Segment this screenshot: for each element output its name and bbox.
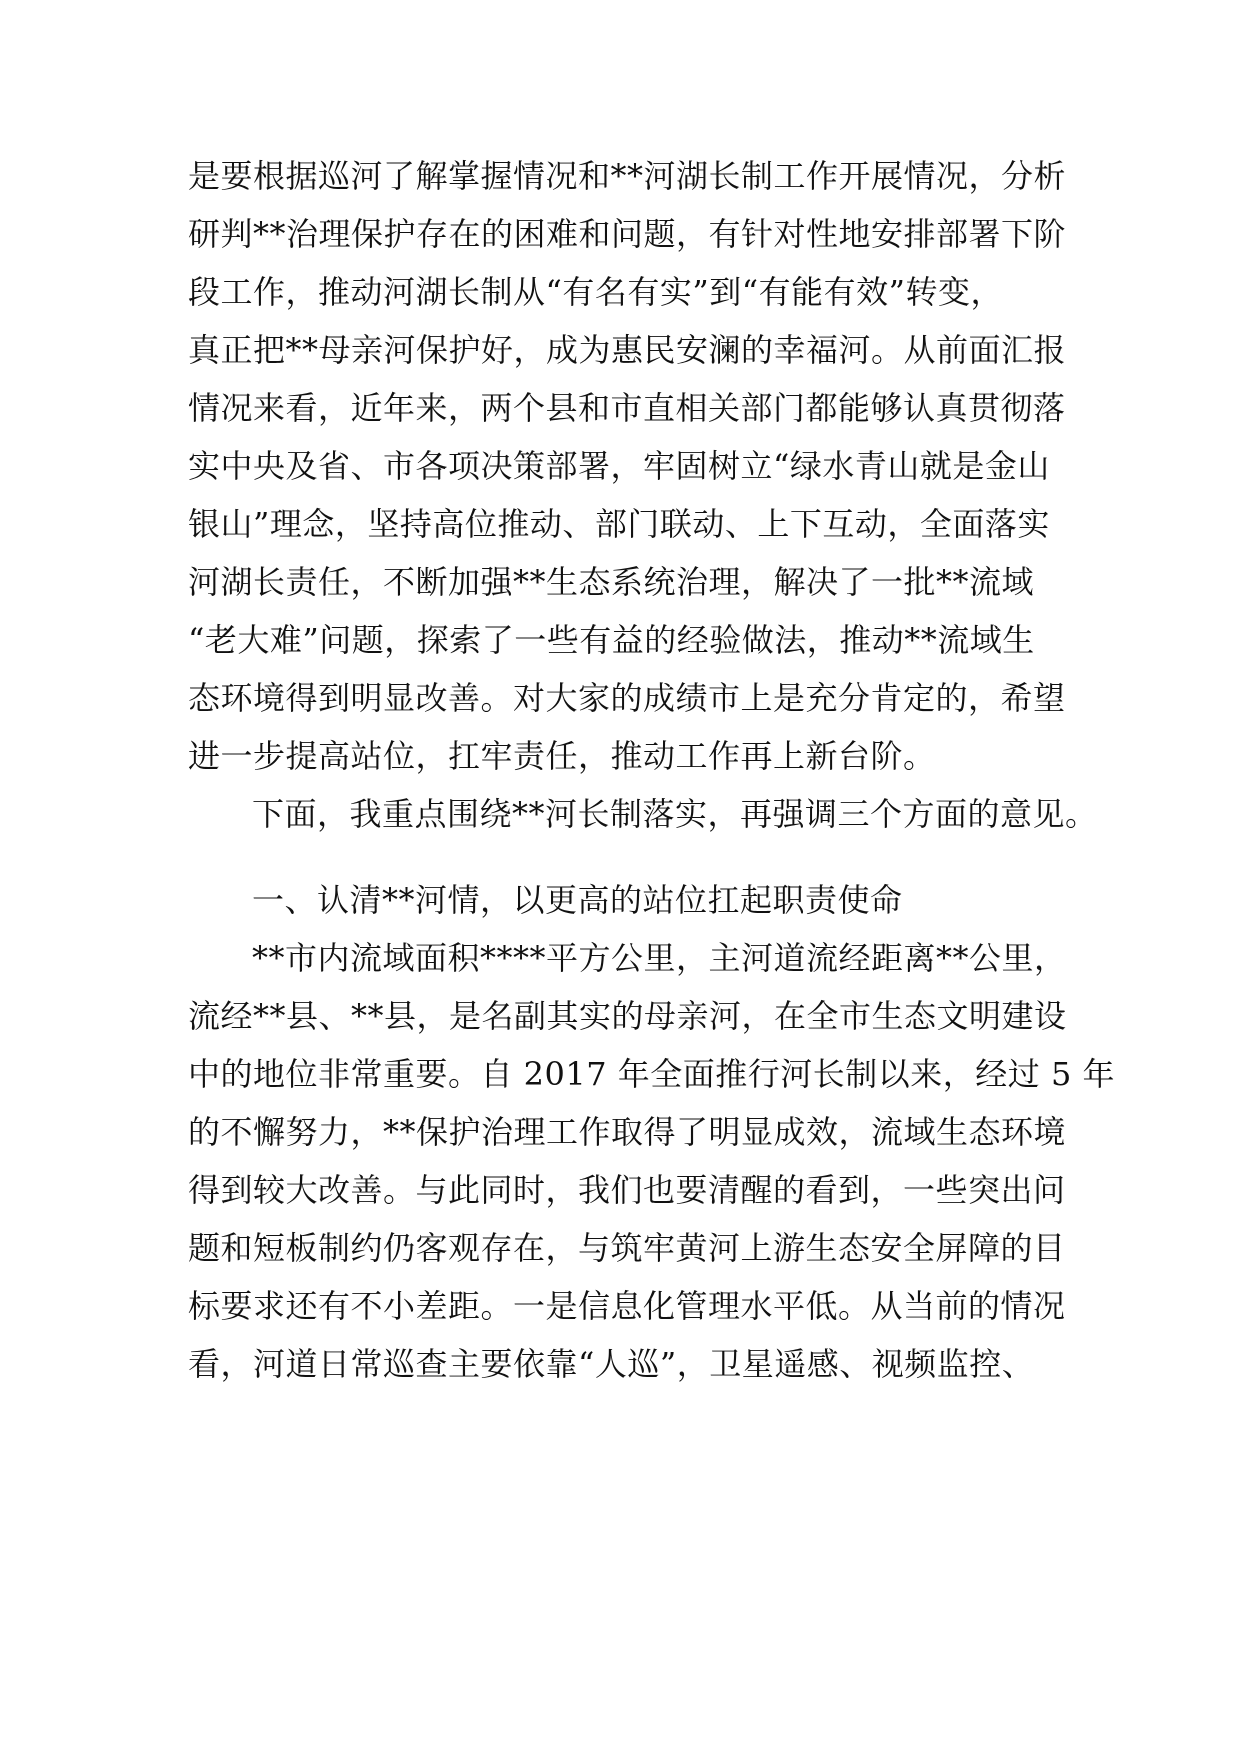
paragraph-3-line-7: 标要求还有不小差距。一是信息化管理水平低。从当前的情况 bbox=[188, 1287, 1066, 1325]
paragraph-1-line-6: 实中央及省、市各项决策部署，牢固树立“绿水青山就是金山 bbox=[188, 447, 1050, 485]
paragraph-2: 下面，我重点围绕**河长制落实，再强调三个方面的意见。 bbox=[252, 795, 1098, 833]
paragraph-1-line-11: 进一步提高站位，扛牢责任，推动工作再上新台阶。 bbox=[188, 737, 936, 775]
paragraph-3-line-5: 得到较大改善。与此同时，我们也要清醒的看到，一些突出问 bbox=[188, 1171, 1066, 1209]
paragraph-3-line-3: 中的地位非常重要。自 2017 年全面推行河长制以来，经过 5 年 bbox=[188, 1055, 1115, 1093]
paragraph-1-line-4: 真正把**母亲河保护好，成为惠民安澜的幸福河。从前面汇报 bbox=[188, 331, 1067, 369]
paragraph-1-line-8: 河湖长责任，不断加强**生态系统治理，解决了一批**流域 bbox=[188, 563, 1035, 601]
paragraph-1-line-1: 是要根据巡河了解掌握情况和**河湖长制工作开展情况，分析 bbox=[188, 157, 1067, 195]
paragraph-3-line-2: 流经**县、**县，是名副其实的母亲河，在全市生态文明建设 bbox=[188, 997, 1067, 1035]
paragraph-1-line-2: 研判**治理保护存在的困难和问题，有针对性地安排部署下阶 bbox=[188, 215, 1067, 253]
paragraph-3-line-6: 题和短板制约仍客观存在，与筑牢黄河上游生态安全屏障的目 bbox=[188, 1229, 1066, 1267]
paragraph-1-line-3: 段工作，推动河湖长制从“有名有实”到“有能有效”转变， bbox=[188, 273, 1003, 311]
section-heading-1: 一、认清**河情，以更高的站位扛起职责使命 bbox=[252, 881, 903, 919]
paragraph-3-line-8: 看，河道日常巡查主要依靠“人巡”，卫星遥感、视频监控、 bbox=[188, 1345, 1035, 1383]
paragraph-1-line-7: 银山”理念，坚持高位推动、部门联动、上下互动，全面落实 bbox=[188, 505, 1050, 543]
paragraph-3-line-4: 的不懈努力，**保护治理工作取得了明显成效，流域生态环境 bbox=[188, 1113, 1067, 1151]
paragraph-1-line-10: 态环境得到明显改善。对大家的成绩市上是充分肯定的，希望 bbox=[188, 679, 1066, 717]
paragraph-1-line-9: “老大难”问题，探索了一些有益的经验做法，推动**流域生 bbox=[188, 621, 1035, 659]
paragraph-1-line-5: 情况来看，近年来，两个县和市直相关部门都能够认真贯彻落 bbox=[188, 389, 1066, 427]
paragraph-3-line-1: **市内流域面积****平方公里，主河道流经距离**公里， bbox=[252, 939, 1067, 977]
